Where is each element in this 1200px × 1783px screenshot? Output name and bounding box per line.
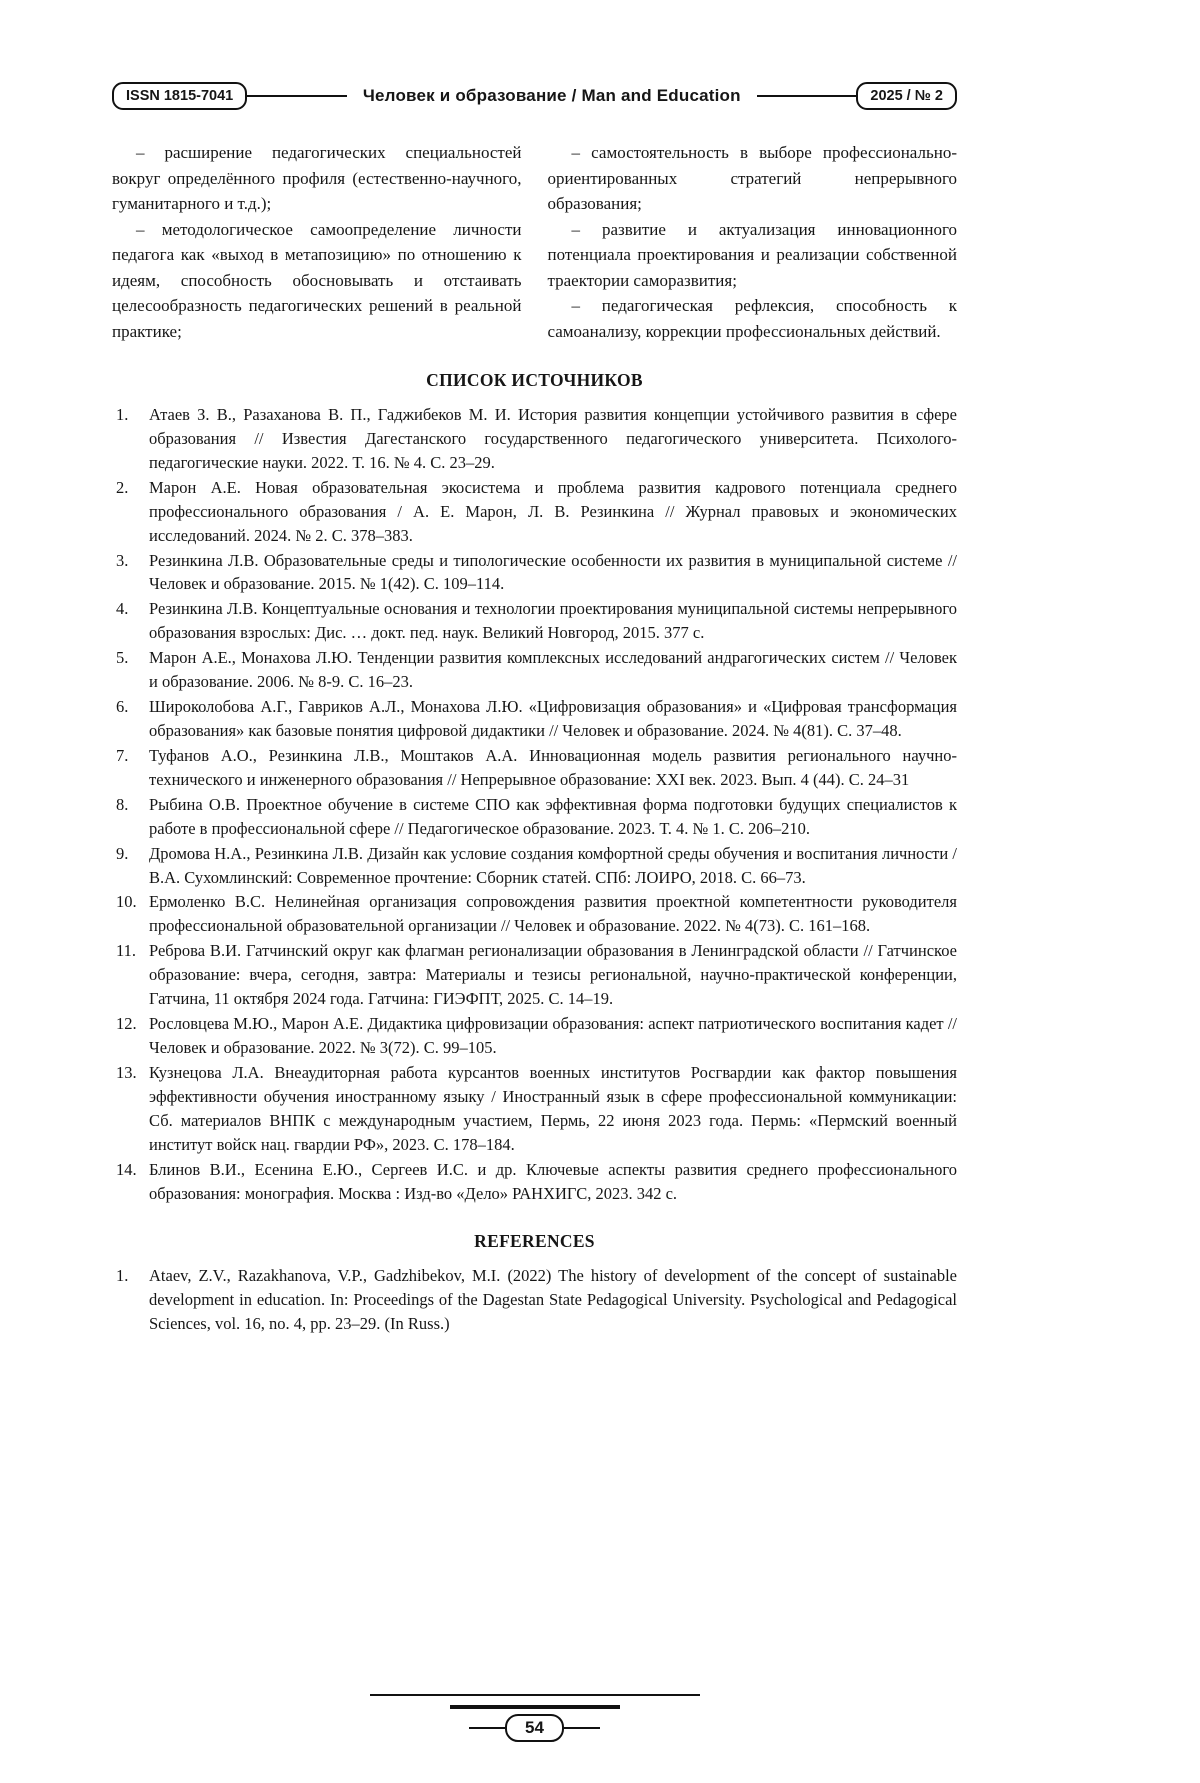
- page-header: [112, 82, 957, 110]
- intro-paragraph: – педагогическая рефлексия, способность к самоанализу, коррекции профессиональных действий.: [547, 296, 957, 341]
- header-rule-left: [247, 95, 347, 97]
- source-item-text: Кузнецова Л.А. Внеаудиторная работа курсантов военных институтов Росгвардии как фактор повышения эффективности обучения иностранному языку / Иностранный язык в сфере профессиональной коммуникации: Сб. материалов ВНПК с международным участием, Пермь, 22 июня 2023 года. Пермь: «Пермский военный институт войск нац. гвардии РФ», 2023. С. 178–184.: [149, 1062, 957, 1154]
- reference-item-text: Ataev, Z.V., Razakhanova, V.P., Gadzhibekov, M.I. (2022) The history of development of the concept of sustainable development in education. In: Proceedings of the Dagestan State Pedagogical University. Psychological and Pedagogical Sciences, vol. 16, no. 4, pp. 23–29. (In Russ.): [149, 1266, 957, 1334]
- journal-page: [112, 82, 957, 1337]
- source-item-number: 14.: [116, 1159, 137, 1179]
- intro-paragraph: – развитие и актуализация инновационного потенциала проектирования и реализации собственной траектории саморазвития;: [547, 219, 957, 290]
- issue-label: 2025 / № 2: [856, 82, 957, 110]
- source-item-text: Туфанов А.О., Резинкина Л.В., Моштаков А.А. Инновационная модель развития регионального научно-технического и инженерного образования // Непрерывное образование: XXI век. 2023. Вып. 4 (44). С. 24–31: [149, 745, 957, 789]
- source-item: [112, 695, 957, 743]
- intro-paragraph: – расширение педагогических специальностей вокруг определённого профиля (естественно-научного, гуманитарного и т.д.);: [112, 143, 522, 213]
- source-item: [112, 939, 957, 1011]
- source-item: [112, 403, 957, 475]
- source-item-text: Ермоленко В.С. Нелинейная организация сопровождения развития проектной компетентности руководителя профессиональной образовательной организации // Человек и образование. 2022. № 4(73). С. 161–168.: [149, 892, 957, 936]
- source-item-number: 8.: [116, 794, 129, 814]
- source-item-text: Атаев З. В., Разаханова В. П., Гаджибеков М. И. История развития концепции устойчивого развития в сфере образования // Известия Дагестанского государственного педагогического университета. Психолого-педагогические науки. 2022. Т. 16. № 4. С. 23–29.: [149, 405, 957, 472]
- source-item-text: Рыбина О.В. Проектное обучение в системе СПО как эффективная форма подготовки будущих специалистов к работе в профессиональной сфере // Педагогическое образование. 2023. Т. 4. № 1. С. 206–210.: [149, 794, 957, 838]
- source-item-number: 13.: [116, 1062, 137, 1082]
- intro-right-column: [548, 140, 958, 344]
- source-item-number: 3.: [116, 550, 129, 570]
- footer-divider-thick: [450, 1705, 620, 1709]
- journal-title: Человек и образование / Man and Education: [362, 86, 741, 105]
- source-item-text: Реброва В.И. Гатчинский округ как флагман регионализации образования в Ленинградской области // Гатчинское образование: вчера, сегодня, завтра: Материалы и тезисы региональной, научно-практической конференции, Гатчина, 11 октября 2024 года. Гатчина: ГИЭФПТ, 2025. С. 14–19.: [149, 941, 957, 1009]
- intro-section: [112, 140, 957, 344]
- source-item: [112, 744, 957, 792]
- footer-divider-thin: [370, 1694, 700, 1696]
- source-item: [112, 1158, 957, 1206]
- intro-paragraph: – методологическое самоопределение личности педагога как «выход в метапозицию» по отношению к идеям, способность обосновывать и отстаивать целесообразность педагогических решений в реальной практике;: [112, 219, 522, 341]
- issn-label: ISSN 1815-7041: [112, 82, 247, 110]
- source-item-text: Дромова Н.А., Резинкина Л.В. Дизайн как условие создания комфортной среды обучения и воспитания личности / В.А. Сухомлинский: Современное прочтение: Сборник статей. СПб: ЛОИРО, 2018. С. 66–73.: [149, 843, 957, 887]
- references-list: [112, 1264, 957, 1336]
- source-item-text: Марон А.Е. Новая образовательная экосистема и проблема развития кадрового потенциала среднего профессионального образования / А. Е. Марон, Л. В. Резинкина // Журнал правовых и экономических исследований. 2024. № 2. С. 378–383.: [149, 477, 957, 545]
- header-rule-right: [757, 95, 857, 97]
- page-number-wing-left: [469, 1727, 505, 1729]
- source-item-text: Марон А.Е., Монахова Л.Ю. Тенденции развития комплексных исследований андрагогических систем // Человек и образование. 2006. № 8-9. С. 16–23.: [149, 648, 957, 692]
- page-number: 54: [505, 1714, 564, 1742]
- source-item: [112, 890, 957, 938]
- source-item: [112, 1061, 957, 1157]
- source-item-text: Рословцева М.Ю., Марон А.Е. Дидактика цифровизации образования: аспект патриотического воспитания кадет // Человек и образование. 2022. № 3(72). С. 99–105.: [149, 1014, 957, 1057]
- intro-paragraph: – самостоятельность в выборе профессионально-ориентированных стратегий непрерывного образования;: [547, 143, 957, 213]
- references-heading: REFERENCES: [474, 1231, 595, 1252]
- source-item-number: 4.: [116, 599, 129, 619]
- reference-item-number: 1.: [116, 1266, 129, 1286]
- page-number-row: [469, 1714, 600, 1742]
- sources-list: [112, 403, 957, 1205]
- source-item: [112, 842, 957, 890]
- source-item: [112, 549, 957, 597]
- page-footer: [112, 1694, 957, 1742]
- source-item-text: Блинов В.И., Есенина Е.Ю., Сергеев И.С. и др. Ключевые аспекты развития среднего профессионального образования: монография. Москва : Изд-во «Дело» РАНХИГС, 2023. 342 с.: [149, 1159, 957, 1203]
- sources-heading: СПИСОК ИСТОЧНИКОВ: [426, 370, 643, 390]
- source-item-text: Резинкина Л.В. Концептуальные основания и технологии проектирования муниципальной системы непрерывного образования взрослых: Дис. … докт. пед. наук. Великий Новгород, 2015. 377 с.: [149, 599, 957, 643]
- source-item-number: 6.: [116, 697, 129, 717]
- source-item-text: Резинкина Л.В. Образовательные среды и типологические особенности их развития в муниципальной системе // Человек и образование. 2015. № 1(42). С. 109–114.: [149, 550, 957, 594]
- source-item: [112, 646, 957, 694]
- source-item-number: 2.: [116, 477, 129, 497]
- page-number-wing-right: [564, 1727, 600, 1729]
- source-item: [112, 597, 957, 645]
- source-item-number: 10.: [116, 892, 137, 912]
- source-item: [112, 793, 957, 841]
- source-item-number: 12.: [116, 1014, 137, 1034]
- source-item: [112, 476, 957, 548]
- source-item-number: 5.: [116, 648, 129, 668]
- source-item-number: 11.: [116, 941, 137, 961]
- source-item-number: 7.: [116, 745, 129, 765]
- source-item: [112, 1012, 957, 1060]
- reference-item: [112, 1264, 957, 1336]
- source-item-number: 9.: [116, 843, 129, 863]
- source-item-text: Широколобова А.Г., Гавриков А.Л., Монахова Л.Ю. «Цифровизация образования» и «Цифровая трансформация образования» как базовые понятия цифровой дидактики // Человек и образование. 2024. № 4(81). С. 37–48.: [149, 697, 957, 740]
- intro-left-column: [112, 140, 522, 344]
- source-item-number: 1.: [116, 405, 129, 424]
